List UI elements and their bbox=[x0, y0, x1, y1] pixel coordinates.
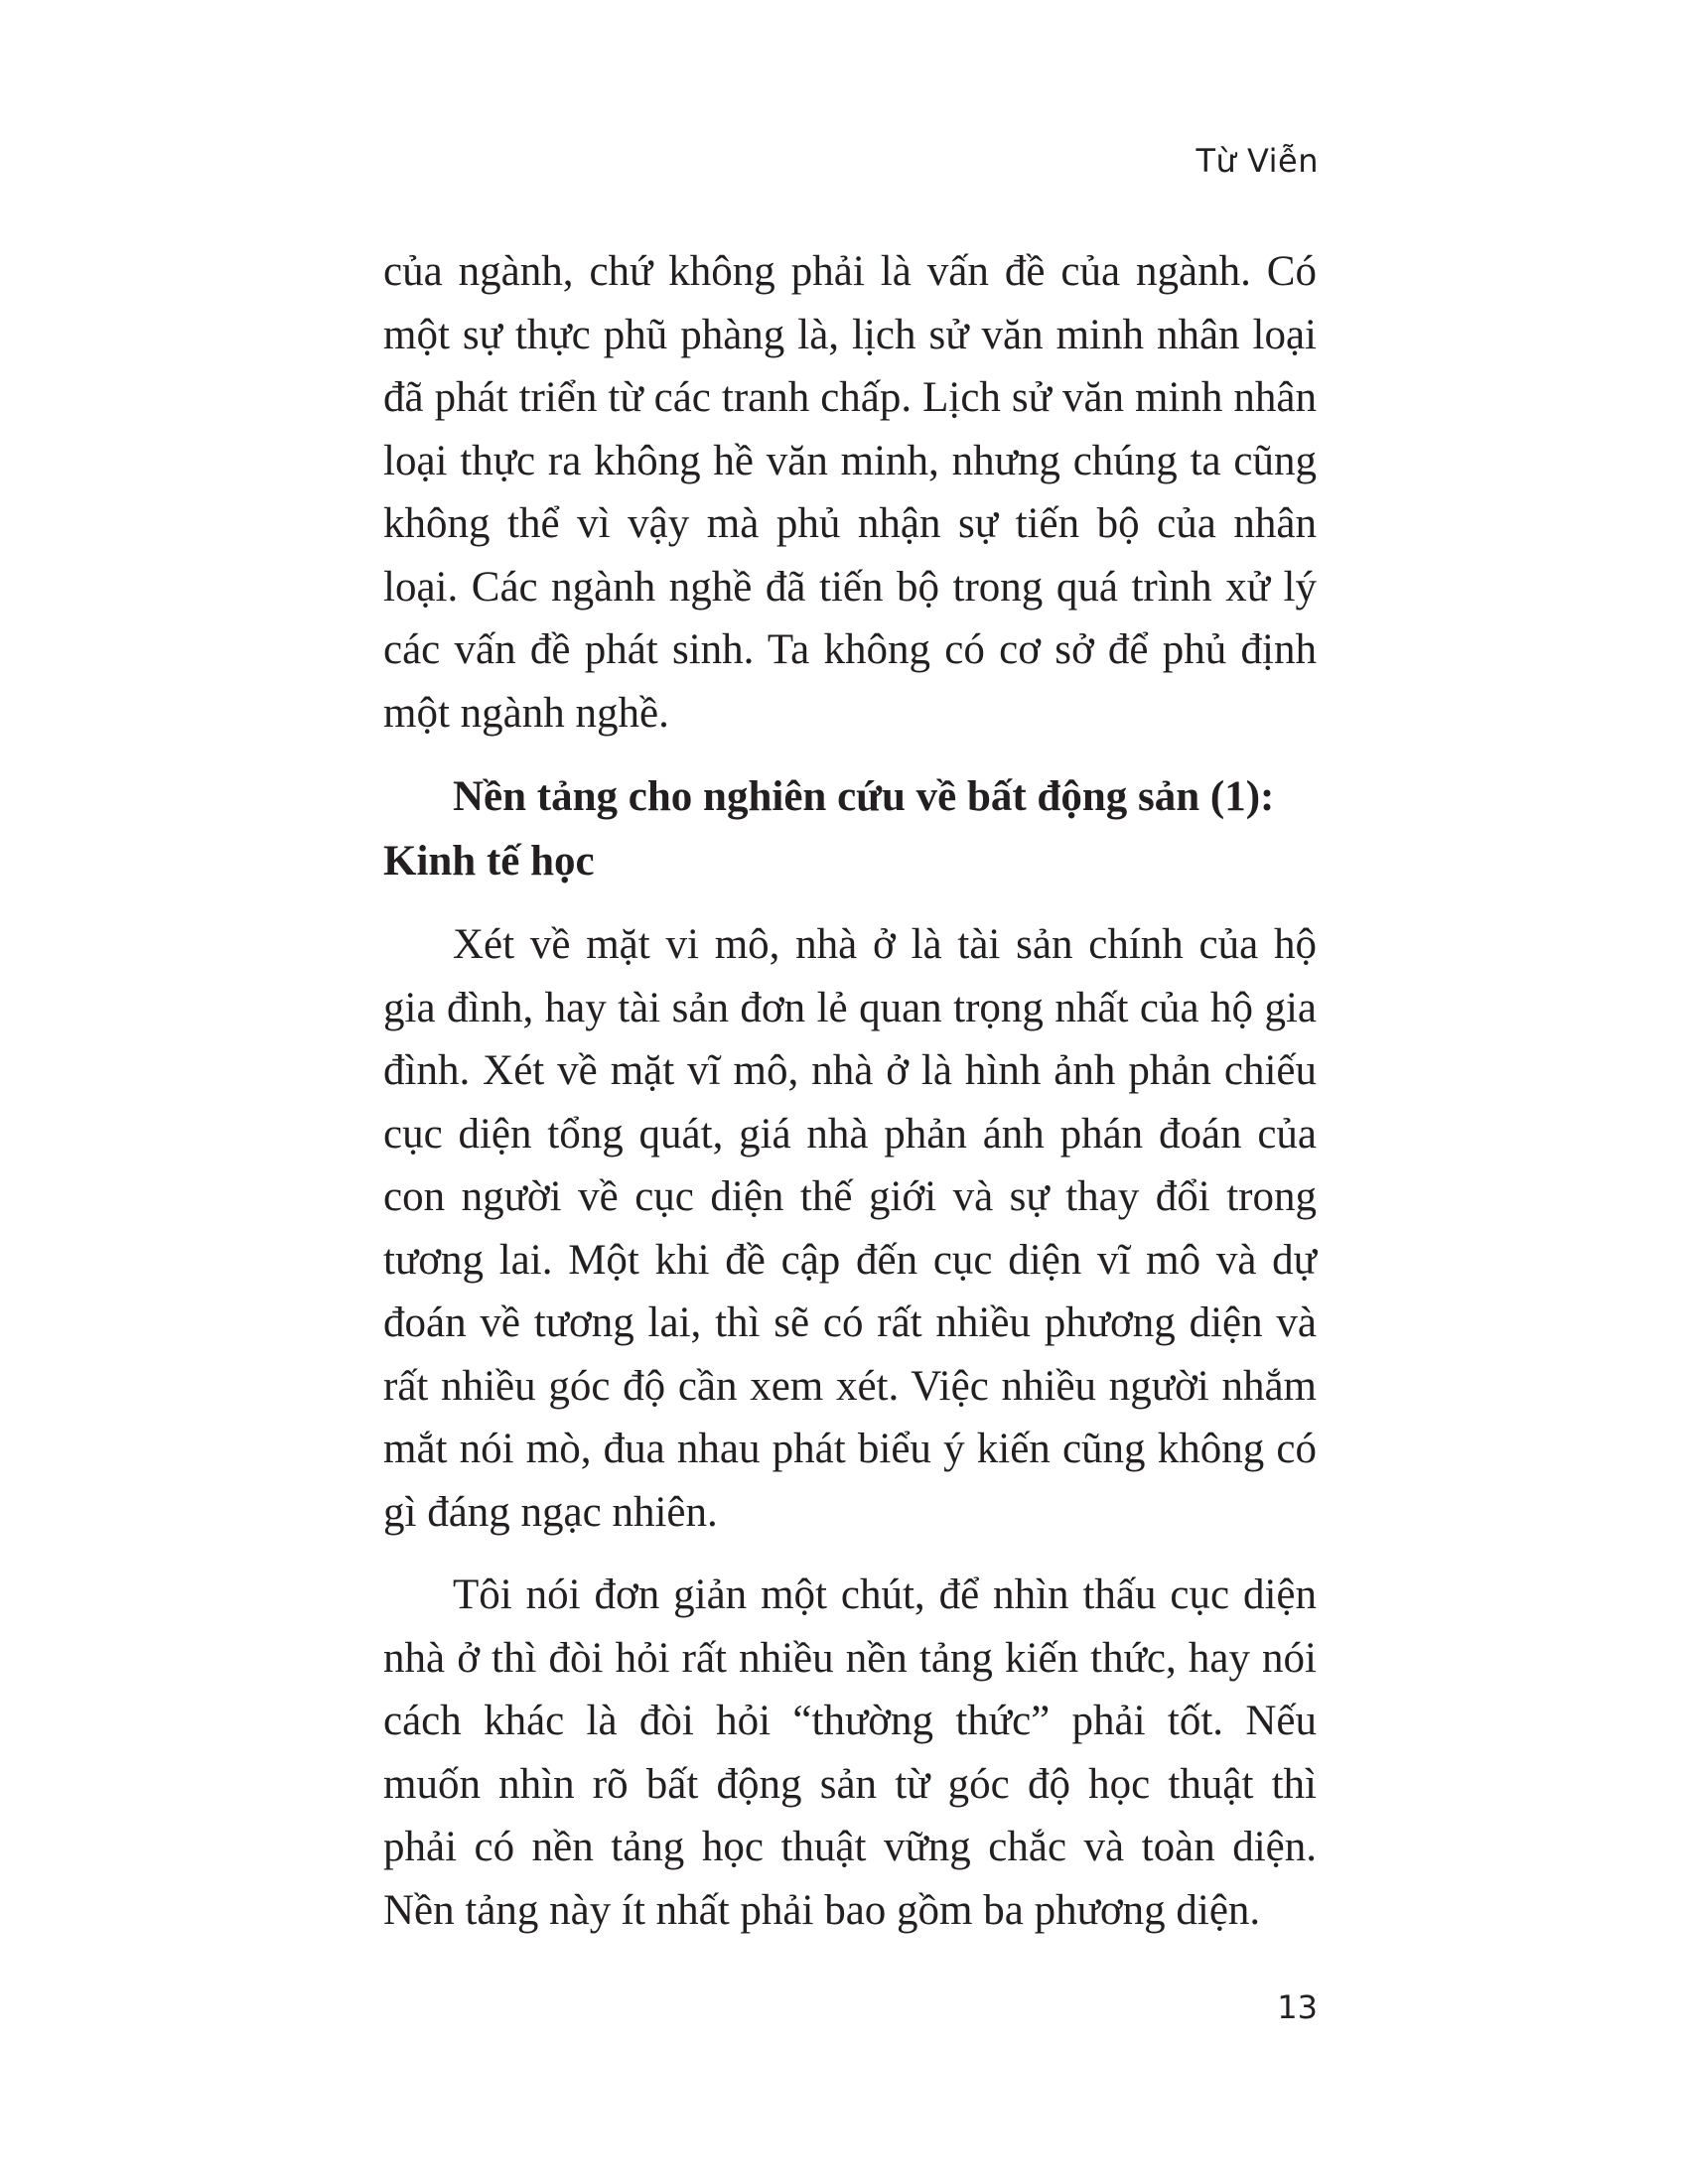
paragraph-continued: của ngành, chứ không phải là vấn đề của ngành. Có một sự thực phũ phàng là, lịch sử văn minh nhân loại đã phát triển từ các tranh chấp. Lịch sử văn minh nhân loại thực ra không hề văn minh, nhưng chúng ta cũng không thể vì vậy mà phủ nhận sự tiến bộ của nhân loại. Các ngành nghề đã tiến bộ trong quá trình xử lý các vấn đề phát sinh. Ta không có cơ sở để phủ định một ngành nghề. bbox=[383, 248, 1317, 737]
paragraph-micro-macro: Xét về mặt vi mô, nhà ở là tài sản chính của hộ gia đình, hay tài sản đơn lẻ quan trọng nhất của hộ gia đình. Xét về mặt vĩ mô, nhà ở là hình ảnh phản chiếu cục diện tổng quát, giá nhà phản ánh phán đoán của con người về cục diện thế giới và sự thay đổi trong tương lai. Một khi đề cập đến cục diện vĩ mô và dự đoán về tương lai, thì sẽ có rất nhiều phương diện và rất nhiều góc độ cần xem xét. Việc nhiều người nhắm mắt nói mò, đua nhau phát biểu ý kiến cũng không có gì đáng ngạc nhiên. bbox=[383, 921, 1317, 1536]
page-number: 13 bbox=[1277, 1988, 1318, 2026]
page-body bbox=[383, 240, 1317, 1942]
running-head-author: Từ Viễn bbox=[1196, 142, 1319, 180]
section-heading: Nền tảng cho nghiên cứu về bất động sản (1): Kinh tế học bbox=[383, 773, 1275, 885]
paragraph-foundations: Tôi nói đơn giản một chút, để nhìn thấu cục diện nhà ở thì đòi hỏi rất nhiều nền tảng kiến thức, hay nói cách khác là đòi hỏi “thường thức” phải tốt. Nếu muốn nhìn rõ bất động sản từ góc độ học thuật thì phải có nền tảng học thuật vững chắc và toàn diện. Nền tảng này ít nhất phải bao gồm ba phương diện. bbox=[383, 1571, 1317, 1934]
